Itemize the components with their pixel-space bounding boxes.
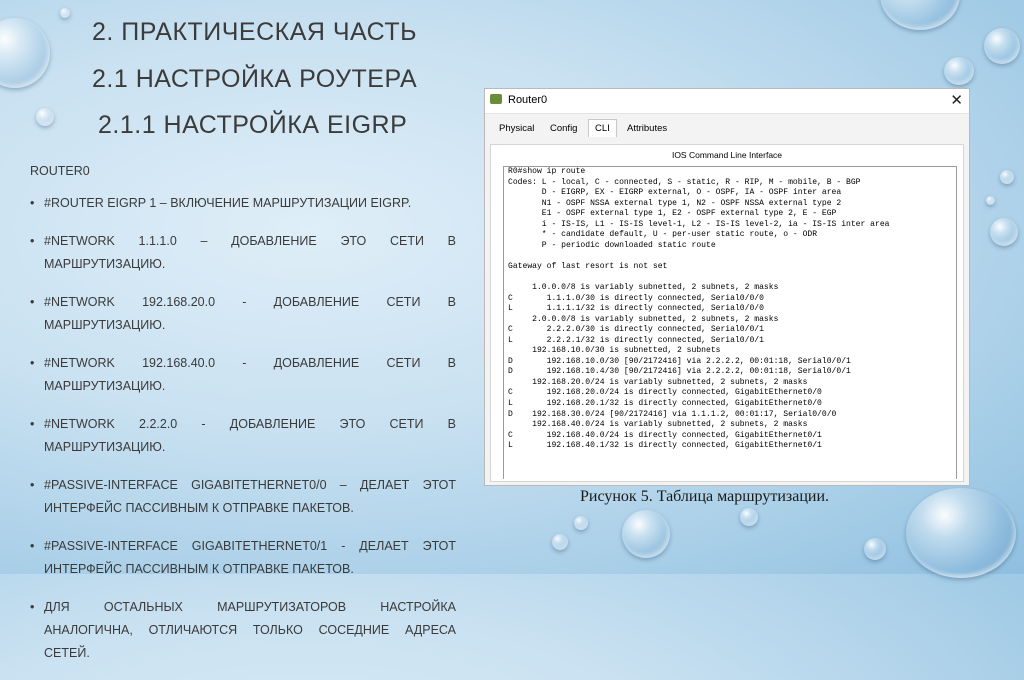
cli-output-line: 192.168.20.0/24 is variably subnetted, 2 subnets, 2 masks (508, 377, 808, 387)
cli-output-line: R0#show ip route (508, 167, 586, 176)
cli-output-line: 192.168.10.0/30 is subnetted, 2 subnets (508, 346, 721, 356)
bullet-item: • #NETWORK 192.168.40.0 - ДОБАВЛЕНИЕ СЕТИ В МАРШРУТИЗАЦИЮ. (30, 352, 456, 398)
water-drop-decoration (60, 8, 70, 18)
cli-output-line: Codes: L - local, C - connected, S - static, R - RIP, M - mobile, B - BGP (508, 177, 861, 187)
tab-attributes[interactable]: Attributes (627, 123, 668, 134)
water-drop-decoration (990, 218, 1018, 246)
tab-cli[interactable]: CLI (588, 119, 617, 137)
cli-output-line: 192.168.40.0/24 is variably subnetted, 2 subnets, 2 masks (508, 420, 808, 430)
water-drop-decoration (36, 108, 54, 126)
cli-output-line: C 1.1.1.0/30 is directly connected, Serial0/0/0 (508, 293, 764, 303)
cli-output-line: C 192.168.20.0/24 is directly connected, GigabitEthernet0/0 (508, 388, 822, 398)
cli-output-line: 1.0.0.0/8 is variably subnetted, 2 subnets, 2 masks (508, 283, 779, 293)
cli-output-line: N1 - OSPF NSSA external type 1, N2 - OSPF NSSA external type 2 (508, 198, 842, 208)
cli-output-line: D 192.168.30.0/24 [90/2172416] via 1.1.1.2, 00:01:17, Serial0/0/0 (508, 409, 837, 419)
water-drop-decoration (622, 510, 670, 558)
bullet-item: • #ROUTER EIGRP 1 – ВКЛЮЧЕНИЕ МАРШРУТИЗАЦИИ EIGRP. (30, 192, 456, 215)
title-line-2: 2.1 НАСТРОЙКА РОУТЕРА (92, 65, 418, 93)
cli-output-line: D 192.168.10.4/30 [90/2172416] via 2.2.2.2, 00:01:18, Serial0/0/1 (508, 367, 851, 377)
cli-output-line: C 192.168.40.0/24 is directly connected, GigabitEthernet0/1 (508, 430, 822, 440)
cli-panel (490, 144, 964, 482)
cli-output-line: P - periodic downloaded static route (508, 240, 716, 250)
cli-console[interactable] (503, 166, 957, 479)
cli-output-line: L 1.1.1.1/32 is directly connected, Serial0/0/0 (508, 304, 764, 314)
bullet-item: • #PASSIVE-INTERFACE GIGABITETHERNET0/0 – ДЕЛАЕТ ЭТОТ ИНТЕРФЕЙС ПАССИВНЫМ К ОТПРАВКЕ ПАКЕТОВ. (30, 474, 456, 520)
cli-output-line: L 192.168.40.1/32 is directly connected, GigabitEthernet0/1 (508, 441, 822, 451)
bullet-item: • #NETWORK 192.168.20.0 - ДОБАВЛЕНИЕ СЕТИ В МАРШРУТИЗАЦИЮ. (30, 291, 456, 337)
bullet-item: • ДЛЯ ОСТАЛЬНЫХ МАРШРУТИЗАТОРОВ НАСТРОЙКА АНАЛОГИЧНА, ОТЛИЧАЮТСЯ ТОЛЬКО СОСЕДНИЕ АДРЕСА СЕТЕЙ. (30, 596, 456, 665)
cli-output-line: 2.0.0.0/8 is variably subnetted, 2 subnets, 2 masks (508, 314, 779, 324)
figure-caption: Рисунок 5. Таблица маршрутизации. (580, 488, 830, 505)
water-drop-decoration (880, 0, 960, 30)
router-icon (490, 94, 502, 104)
water-drop-decoration (740, 508, 758, 526)
cli-output-line: E1 - OSPF external type 1, E2 - OSPF external type 2, E - EGP (508, 209, 837, 219)
title-line-3: 2.1.1 НАСТРОЙКА EIGRP (98, 111, 408, 139)
cli-output-line: * - candidate default, U - per-user static route, o - ODR (508, 230, 818, 240)
body-heading: ROUTER0 (30, 164, 90, 178)
bullet-item: • #NETWORK 1.1.1.0 – ДОБАВЛЕНИЕ ЭТО СЕТИ В МАРШРУТИЗАЦИЮ. (30, 230, 456, 276)
water-drop-decoration (984, 28, 1020, 64)
cli-output-line (504, 272, 956, 283)
title-line-1: 2. ПРАКТИЧЕСКАЯ ЧАСТЬ (92, 18, 418, 46)
water-drop-decoration (864, 538, 886, 560)
water-drop-decoration (906, 488, 1016, 578)
cli-output-line: L 2.2.2.1/32 is directly connected, Serial0/0/1 (508, 335, 764, 345)
water-drop-decoration (1000, 170, 1014, 184)
bullet-item: • #PASSIVE-INTERFACE GIGABITETHERNET0/1 - ДЕЛАЕТ ЭТОТ ИНТЕРФЕЙС ПАССИВНЫМ К ОТПРАВКЕ ПАКЕТОВ. (30, 535, 456, 581)
router-window (484, 88, 970, 486)
tab-config[interactable]: Config (550, 123, 578, 134)
water-drop-decoration (574, 516, 588, 530)
panel-title: IOS Command Line Interface (671, 150, 783, 160)
water-drop-decoration (986, 196, 995, 205)
close-icon[interactable]: ✕ (950, 92, 963, 109)
cli-output-line: D 192.168.10.0/30 [90/2172416] via 2.2.2.2, 00:01:18, Serial0/0/1 (508, 356, 851, 366)
cli-output-line: L 192.168.20.1/32 is directly connected, GigabitEthernet0/0 (508, 399, 822, 409)
slide-body (30, 164, 456, 680)
tab-physical[interactable]: Physical (499, 123, 535, 134)
cli-output-line: D - EIGRP, EX - EIGRP external, O - OSPF, IA - OSPF inter area (508, 188, 842, 198)
water-drop-decoration (552, 534, 568, 550)
bullet-item: • #NETWORK 2.2.2.0 - ДОБАВЛЕНИЕ ЭТО СЕТИ В МАРШРУТИЗАЦИЮ. (30, 413, 456, 459)
cli-output-line: C 2.2.2.0/30 is directly connected, Serial0/0/1 (508, 325, 764, 335)
water-drop-decoration (0, 18, 50, 88)
cli-output-line: i - IS-IS, L1 - IS-IS level-1, L2 - IS-IS level-2, ia - IS-IS inter area (508, 219, 890, 229)
cli-output-line: Gateway of last resort is not set (508, 261, 668, 271)
window-title: Router0 (508, 94, 548, 106)
water-drop-decoration (944, 57, 974, 85)
cli-output-line (504, 251, 956, 262)
window-titlebar[interactable] (485, 89, 969, 114)
